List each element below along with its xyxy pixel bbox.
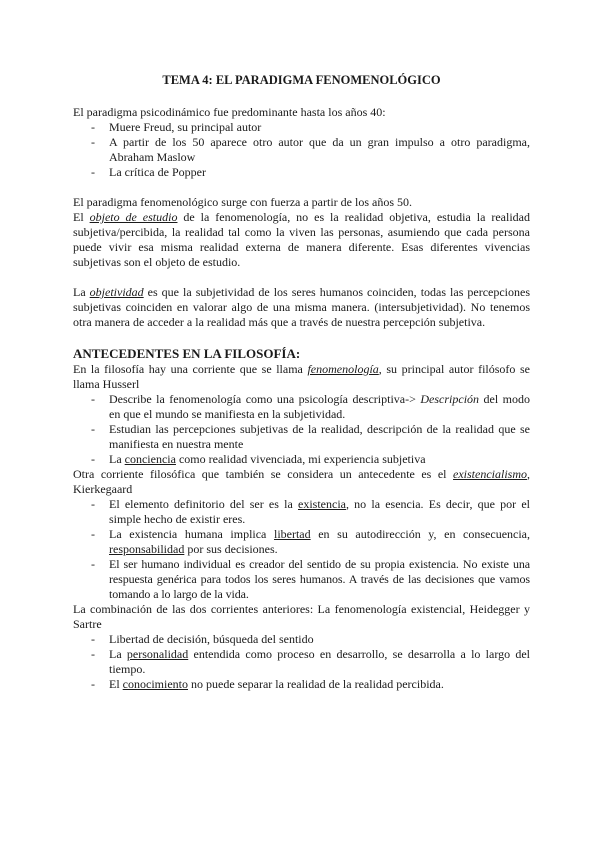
- list-item: - Muere Freud, su principal autor: [73, 120, 530, 135]
- page-title: TEMA 4: EL PARADIGMA FENOMENOLÓGICO: [162, 73, 441, 87]
- intro-paragraph: El paradigma psicodinámico fue predominante hasta los años 40:: [73, 105, 386, 119]
- fenomenologia-term: fenomenología: [307, 362, 379, 376]
- list-item: - Libertad de decisión, búsqueda del sentido: [73, 632, 530, 647]
- existencialismo-paragraph: Otra corriente filosófica que también se considera un antecedente es el existencialismo, Kierkegaard: [73, 467, 530, 496]
- list-item: - La crítica de Popper: [73, 165, 530, 180]
- fenomenologia-paragraph: En la filosofía hay una corriente que se llama fenomenología, su principal autor filósofo se llama Husserl: [73, 362, 530, 391]
- list-item: - A partir de los 50 aparece otro autor que da un gran impulso a otro paradigma, Abraham Maslow: [73, 135, 530, 165]
- list-item: - El conocimiento no puede separar la realidad de la realidad percibida.: [73, 677, 530, 692]
- fenomenologia-list: [73, 392, 530, 467]
- list-item: - El elemento definitorio del ser es la existencia, no la esencia. Es decir, que por el simple hecho de existir eres.: [73, 497, 530, 527]
- list-item: - Estudian las percepciones subjetivas de la realidad, descripción de la realidad que se manifiesta en nuestra mente: [73, 422, 530, 452]
- intro-list: [73, 120, 530, 180]
- objetividad-term: objetividad: [89, 285, 144, 299]
- objeto-paragraph: El objeto de estudio de la fenomenología, no es la realidad objetiva, estudia la realidad subjetiva/percibida, la realidad tal como la viven las personas, asumiendo que cada persona puede vivir esa misma realidad externa de manera diferente. Esas diferentes vivencias subjetivas son el objeto de estudio.: [73, 210, 530, 269]
- surge-paragraph: El paradigma fenomenológico surge con fuerza a partir de los años 50.: [73, 195, 412, 209]
- objeto-term: objeto de estudio: [89, 210, 178, 224]
- list-item: - La existencia humana implica libertad en su autodirección y, en consecuencia, responsabilidad por sus decisiones.: [73, 527, 530, 557]
- list-item: - La personalidad entendida como proceso en desarrollo, se desarrolla a lo largo del tiempo.: [73, 647, 530, 677]
- list-item: - El ser humano individual es creador del sentido de su propia existencia. No existe una respuesta genérica para todos los seres humanos. A través de las decisiones que vamos tomando a lo largo de la vida.: [73, 557, 530, 602]
- existencialismo-list: [73, 497, 530, 602]
- objetividad-paragraph: La objetividad es que la subjetividad de los seres humanos coinciden, todas las percepciones subjetivas coinciden en valorar algo de una misma manera. (intersubjetividad). No tenemos otra manera de acceder a la realidad más que a través de nuestra percepción subjetiva.: [73, 285, 530, 329]
- list-item: - Describe la fenomenología como una psicología descriptiva-> Descripción del modo en que el mundo se manifiesta en la subjetividad.: [73, 392, 530, 422]
- list-item: - La conciencia como realidad vivenciada, mi experiencia subjetiva: [73, 452, 530, 467]
- combinacion-paragraph: La combinación de las dos corrientes anteriores: La fenomenología existencial, Heidegger y Sartre: [73, 602, 530, 631]
- section-heading: ANTECEDENTES EN LA FILOSOFÍA:: [73, 346, 301, 361]
- existencialismo-term: existencialismo: [453, 467, 527, 481]
- combinacion-list: [73, 632, 530, 692]
